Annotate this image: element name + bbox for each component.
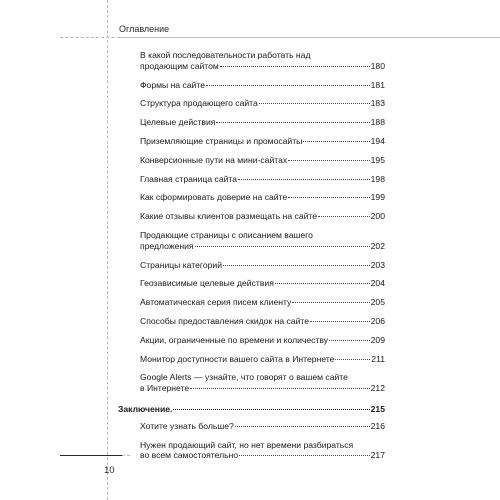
toc-entry-title: Главная страница сайта xyxy=(140,173,238,184)
toc-entry-line xyxy=(140,80,385,91)
toc-entry xyxy=(140,421,385,432)
toc-entry xyxy=(140,260,385,271)
dot-leader xyxy=(259,103,370,104)
toc-entry-page: 181 xyxy=(370,79,385,90)
page-number: 10 xyxy=(104,465,115,476)
toc-entry-page: 217 xyxy=(370,450,385,461)
toc-entry-title: Приземляющие страницы и промосайты xyxy=(140,135,303,146)
toc-entry xyxy=(140,316,385,327)
dot-leader xyxy=(318,216,370,217)
toc-entry-page: 180 xyxy=(370,60,385,71)
toc-entry-conclusion xyxy=(118,404,385,415)
toc-entry-page: 199 xyxy=(370,192,385,203)
toc-entry xyxy=(140,297,385,308)
dot-leader xyxy=(190,388,370,389)
toc-entry-page: 188 xyxy=(370,117,385,128)
toc-entry-page: 209 xyxy=(370,334,385,345)
toc-entry-line xyxy=(140,136,385,147)
toc-entry xyxy=(140,136,385,147)
dot-leader xyxy=(216,122,369,123)
toc-entry-line xyxy=(140,61,385,72)
toc-entry-line xyxy=(140,155,385,166)
dot-leader xyxy=(329,340,370,341)
toc-entry-line xyxy=(140,241,385,252)
toc-entry xyxy=(140,50,385,72)
toc-entry xyxy=(140,80,385,91)
toc-entry-title-line: Продающие страницы с описанием вашего xyxy=(140,229,313,240)
toc-entry-page: 195 xyxy=(370,154,385,165)
dot-leader xyxy=(173,409,369,410)
toc-entry-title: Целевые действия xyxy=(140,117,216,128)
toc-entry-line xyxy=(140,316,385,327)
toc-entry-title-line: Google Alerts — узнайте, что говорят о вашем сайте xyxy=(140,372,348,383)
toc-entry-title: Геозависимые целевые действия xyxy=(140,278,274,289)
toc-entry-line xyxy=(140,260,385,271)
toc-entry xyxy=(140,174,385,185)
toc-entry-title: Хотите узнать больше? xyxy=(140,420,234,431)
toc-entry-title: во всем самостоятельно xyxy=(140,450,239,461)
toc-entry-page: 200 xyxy=(370,211,385,222)
toc-entry xyxy=(140,372,385,394)
toc-entry-title: Конверсионные пути на мини-сайтах xyxy=(140,154,288,165)
dot-leader xyxy=(292,302,369,303)
toc-entry-title-line: В какой последовательности работать над xyxy=(140,50,311,60)
toc-entry-line xyxy=(140,174,385,185)
toc-entry-title: Страницы категорий xyxy=(140,259,222,270)
vertical-crop-guide xyxy=(107,0,108,500)
dot-leader xyxy=(288,197,369,198)
toc-entry-title: Как сформировать доверие на сайте xyxy=(140,192,288,203)
dot-leader xyxy=(195,246,370,247)
table-of-contents xyxy=(118,50,385,461)
toc-entry-line xyxy=(140,117,385,128)
toc-entry-title: Автоматическая серия писем клиенту xyxy=(140,297,292,308)
toc-entry-line xyxy=(140,354,385,365)
toc-entry-page: 203 xyxy=(370,259,385,270)
toc-entry-page: 183 xyxy=(370,98,385,109)
toc-entry-page: 216 xyxy=(370,420,385,431)
toc-entry xyxy=(140,192,385,203)
toc-entry-page: 211 xyxy=(371,353,385,364)
toc-entry-page: 206 xyxy=(370,315,385,326)
header-rule xyxy=(118,37,500,38)
dot-leader xyxy=(239,455,369,456)
toc-entry-title-line: Нужен продающий сайт, но нет времени разбираться xyxy=(140,439,354,450)
toc-entry-page: 205 xyxy=(370,297,385,308)
toc-entry-page: 215 xyxy=(370,403,385,414)
toc-entry xyxy=(140,155,385,166)
dot-leader xyxy=(206,85,370,86)
dot-leader xyxy=(335,359,370,360)
toc-entry-page: 202 xyxy=(370,240,385,251)
toc-entry-line xyxy=(140,211,385,222)
toc-entry xyxy=(140,354,385,365)
toc-entry-line xyxy=(140,335,385,346)
toc-entry-line xyxy=(140,450,385,461)
toc-entry-title: в Интернете xyxy=(140,383,190,394)
dot-leader xyxy=(235,426,370,427)
dot-leader xyxy=(238,179,370,180)
toc-entry-line xyxy=(140,421,385,432)
toc-entry xyxy=(140,117,385,128)
dot-leader xyxy=(220,66,370,67)
toc-entry-page: 198 xyxy=(370,173,385,184)
toc-entry-line xyxy=(140,297,385,308)
toc-entry xyxy=(140,230,385,252)
toc-entry-title: Монитор доступности вашего сайта в Интернете xyxy=(140,353,335,364)
toc-entry xyxy=(140,211,385,222)
dot-leader xyxy=(303,141,369,142)
toc-entry-line xyxy=(140,192,385,203)
toc-entry-title: Заключение. xyxy=(118,403,173,414)
toc-entry-title: продающим сайтом xyxy=(140,60,219,71)
toc-entry-title: Способы предоставления скидок на сайте xyxy=(140,315,309,326)
toc-entry-page: 204 xyxy=(370,278,385,289)
toc-entry-title: предложения xyxy=(140,240,194,251)
toc-entry-title: Структура продающего сайта xyxy=(140,98,258,109)
toc-entry-title: Какие отзывы клиентов размещать на сайте xyxy=(140,211,318,222)
toc-entry-line xyxy=(140,383,385,394)
toc-entry-line xyxy=(118,404,385,415)
toc-entry-page: 212 xyxy=(370,383,385,394)
running-header-title: Оглавление xyxy=(119,24,170,34)
toc-entry-title: Акции, ограниченные по времени и количеству xyxy=(140,334,329,345)
dot-leader xyxy=(223,265,370,266)
toc-entry-line xyxy=(140,278,385,289)
toc-entry xyxy=(140,98,385,109)
toc-entry xyxy=(140,440,385,462)
dot-leader xyxy=(288,160,369,161)
toc-entry xyxy=(140,335,385,346)
toc-entry-title: Формы на сайте xyxy=(140,79,205,90)
toc-entry-page: 194 xyxy=(370,135,385,146)
footer-rule xyxy=(60,455,122,456)
toc-entry-line xyxy=(140,98,385,109)
dot-leader xyxy=(275,283,370,284)
dot-leader xyxy=(310,321,370,322)
toc-entry xyxy=(140,278,385,289)
